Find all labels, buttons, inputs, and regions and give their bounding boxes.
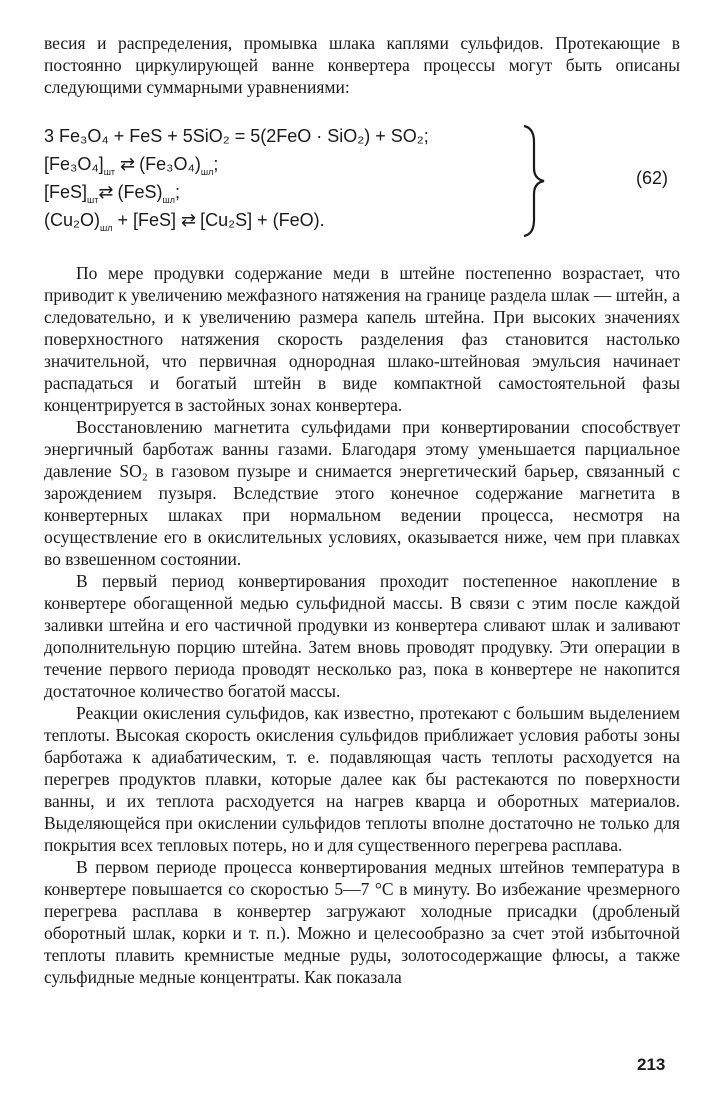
eq4-mid: + [FeS]: [117, 210, 177, 230]
eq4-reversible-arrow: ⇄: [181, 210, 196, 231]
eq4-left: (Cu₂O): [44, 210, 100, 230]
equation-number: (62): [636, 168, 669, 188]
eq4-right: [Cu₂S] + (FeO).: [200, 210, 325, 230]
paragraph-5: В первом периоде процесса конвертирования медных штейнов температура в конвертере повышается со скоростью 5—7 °С в минуту. Во избежание чрезмерного перегрева расплава в конвертер загружают холодные присадки (дробленый оборотный шлак, корки и т. п.). Можно и целесообразно за счет этой избыточной теплоты плавить кремнистые медные руды, золотосодержащие флюсы, а также сульфидные медные концентраты. Как показала: [44, 857, 680, 987]
eq2-left: [Fe₃O₄]: [44, 154, 104, 174]
intro-text: весия и распределения, промывка шлака каплями сульфидов. Протекающие в постоянно циркулирующей ванне конвертера процессы могут быть описаны следующими суммарными уравнениями:: [44, 33, 680, 97]
eq2-left-sub: шт: [103, 167, 116, 177]
eq2-reversible-arrow: ⇄: [120, 154, 135, 175]
equation-1: 3 Fe₃O₄ + FeS + 5SiO₂ = 5(2FeO · SiO₂) + SO₂;: [44, 126, 429, 146]
paragraph-1: По мере продувки содержание меди в штейне постепенно возрастает, что приводит к увеличению межфазного натяжения на границе раздела шлак — штейн, а следовательно, и к увеличению размера капель штейна. При высоких значениях поверхностного натяжения скорость разделения фаз становится настолько значительной, что первичная однородная шлако-штейновая эмульсия начинает распадаться и богатый штейн в виде компактной самостоятельной фазы концентрируется в застойных зонах конвертера.: [44, 263, 680, 415]
paragraph-4: Реакции окисления сульфидов, как известно, протекают с большим выделением теплоты. Высокая скорость окисления сульфидов приближает условия работы зоны барботажа к адиабатическим, т. е. подавляющая часть теплоты расходуется на перегрев продуктов плавки, которые далее как бы растекаются по поверхности ванны, и их теплота расходуется на нагрев кварца и оборотных материалов. Выделяющейся при окислении сульфидов теплоты вполне достаточно не только для покрытия всех тепловых потерь, но и для существенного перегрева расплава.: [44, 703, 680, 855]
eq3-reversible-arrow: ⇄: [98, 182, 113, 203]
page-number: 213: [637, 1055, 666, 1074]
equation-4: [44, 208, 325, 232]
eq3-right: (FeS): [117, 182, 163, 202]
equation-2: $[Fe_3O_4]_{шт}$ ⇄ $(Fe_3O_4)_{шл}$;: [44, 154, 219, 177]
eq2-right-sub: шл: [200, 167, 214, 177]
eq2-right: (Fe₃O₄): [139, 154, 201, 174]
equation-3: $[FeS]_{шт}⇄$ $(FeS)_{шл}$;: [44, 182, 180, 205]
right-brace-icon: [520, 124, 550, 238]
equation-system: [44, 124, 680, 238]
body-text: [44, 262, 680, 988]
paragraph-3: В первый период конвертирования проходит постепенное накопление в конвертере обогащенной медью сульфидной массы. В связи с этим после каждой заливки штейна и его частичной продувки из конвертера сливают шлак и заливают дополнительную порцию штейна. Затем вновь проводят продувку. Эти операции в течение первого периода проводят несколько раз, пока в конвертере не накопится достаточное количество богатой массы.: [44, 571, 680, 701]
eq3-left-sub: шт: [87, 195, 99, 205]
intro-paragraph: [44, 32, 680, 98]
paragraph-2: Восстановлению магнетита сульфидами при конвертировании способствует энергичный барботаж ванны газами. Благодаря этому уменьшается парциальное давление SO₂ в газовом пузыре и снимается энергетический барьер, связанный с зарождением пузыря. Вследствие этого конечное содержание магнетита в конвертерных шлаках при нормальном ведении процесса, несмотря на осуществление его в окислительных условиях, оказывается ниже, чем при плавках во взвешенном состоянии.: [44, 417, 680, 569]
eq4-left-sub: шл: [100, 223, 113, 233]
eq3-left: [FeS]: [44, 182, 88, 202]
eq3-right-sub: шл: [162, 195, 175, 205]
